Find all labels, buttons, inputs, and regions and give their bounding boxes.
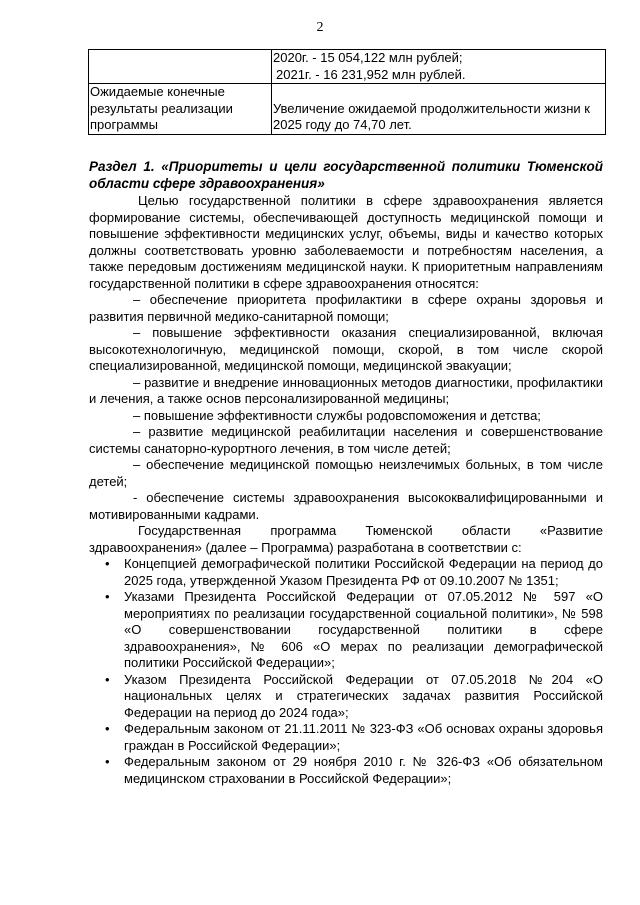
bullet-icon: • — [105, 589, 110, 604]
list-item-text: Федеральным законом от 21.11.2011 № 323-ФЗ «Об основах охраны здоровья граждан в Российской Федерации»; — [124, 721, 603, 753]
table-row-results — [89, 84, 606, 135]
list-item-text: Указом Президента Российской Федерации от 07.05.2018 №204 «О национальных целях и стратегических задачах развития Российской Федерации на период до 2024 года»; — [124, 671, 603, 720]
priority-item: – обеспечение приоритета профилактики в сфере охраны здоровья и развития первичной медико-санитарной помощи; — [89, 292, 603, 324]
list-item — [89, 754, 603, 787]
priority-item: – развитие медицинской реабилитации населения и совершенствование системы санаторно-курортного лечения, в том числе детей; — [89, 424, 603, 456]
list-item — [89, 589, 603, 672]
program-intro-paragraph: Государственная программа Тюменской области «Развитие здравоохранения» (далее – Программа) разработана в соответствии с: — [89, 523, 603, 555]
results-label: Ожидаемые конечные результаты реализации программы — [90, 84, 233, 132]
table-cell-results-label — [89, 84, 272, 135]
list-item-text: Указами Президента Российской Федерации от 07.05.2012 № 597 «О мероприятиях по реализации государственной социальной политики», № 598 «О совершенствовании государственной политики в сфере здравоохранения», № 606 «О мерах по реализации демографической политики Российской Федерации»; — [124, 589, 603, 670]
budget-line-2021: 2021г. - 16 231,952 млн рублей. — [276, 66, 466, 82]
bullet-icon: • — [105, 556, 110, 571]
results-value: Увеличение ожидаемой продолжительности жизни к 2025 году до 74,70 лет. — [273, 100, 590, 132]
table-cell-results-value — [272, 84, 606, 135]
list-item-text: Концепцией демографической политики Российской Федерации на период до 2025 года, утвержденной Указом Президента РФ от 09.10.2007 № 1351; — [124, 556, 603, 588]
table-cell-empty — [89, 50, 272, 84]
list-item — [89, 672, 603, 722]
priority-item: – повышение эффективности оказания специализированной, включая высокотехнологичную, медицинской помощи, скорой, в том числе скорой специализированной, медицинской помощи, медицинской эвакуации; — [89, 325, 603, 373]
page-number: 2 — [316, 20, 324, 35]
priority-item: – повышение эффективности службы родовспоможения и детства; — [133, 407, 541, 423]
priority-item: - обеспечение системы здравоохранения высококвалифицированными и мотивированными кадрами. — [89, 490, 603, 522]
passport-table — [88, 49, 606, 135]
legal-basis-list — [89, 556, 603, 787]
list-item — [89, 721, 603, 754]
list-item — [89, 556, 603, 589]
table-cell-budget — [272, 50, 606, 84]
priority-item: – развитие и внедрение инновационных методов диагностики, профилактики и лечения, а также основ персонализированной медицины; — [89, 374, 603, 406]
list-item-text: Федеральным законом от 29 ноября 2010 г. № 326-ФЗ «Об обязательном медицинском страховании в Российской Федерации»; — [124, 754, 603, 786]
priority-item: – обеспечение медицинской помощью неизлечимых больных, в том числе детей; — [89, 457, 603, 489]
section-heading: Раздел 1. «Приоритеты и цели государственной политики Тюменской области сфере здравоохранения» — [89, 159, 603, 191]
bullet-icon: • — [105, 754, 110, 769]
document-body — [89, 159, 603, 787]
bullet-icon: • — [105, 721, 110, 736]
table-row-budget — [89, 50, 606, 84]
budget-line-2020: 2020г. - 15 054,122 млн рублей; — [273, 50, 463, 65]
bullet-icon: • — [105, 671, 110, 687]
intro-paragraph: Целью государственной политики в сфере здравоохранения является формирование системы, обеспечивающей доступность медицинской помощи и повышение эффективности медицинских услуг, объемы, виды и качество которых должны соответствовать уровню заболеваемости и потребностям населения, а также передовым достижениям медицинской науки. К приоритетным направлениям государственной политики в сфере здравоохранения относятся: — [89, 193, 603, 291]
